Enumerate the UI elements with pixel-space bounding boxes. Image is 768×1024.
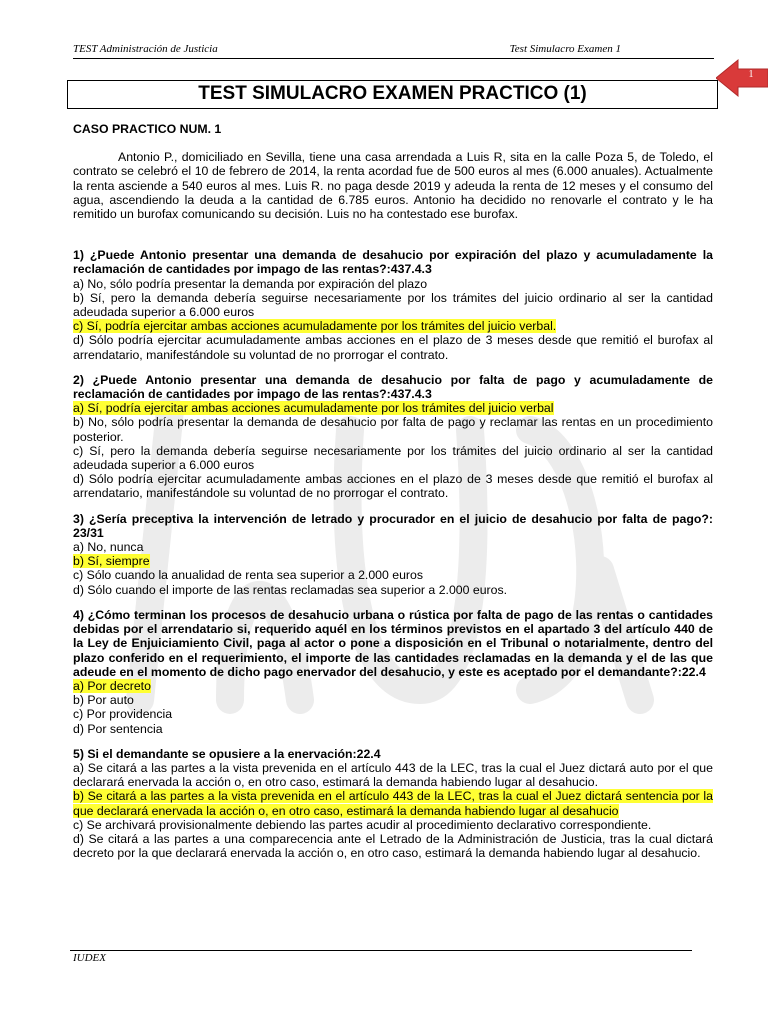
header-right: Test Simulacro Examen 1 [509,43,621,55]
question-text: 4) ¿Cómo terminan los procesos de desahucio urbana o rústica por falta de pago de las rentas o cantidades debidas por el arrendatario si, requerido aquél en los términos previstos en el apartado 3 del artículo 440 de la Ley de Enjuiciamiento Civil, paga al actor o pone a disposición en el Tribunal o notarialmente, dentro del plazo conferido en el requerimiento, el importe de las cantidades reclamadas en la demanda y el de las que adeude en el momento de dicho pago enervador del desahucio, y este es aceptado por el demandante?:22.4 [73,607,713,679]
question-1 [73,248,713,362]
question-4 [73,608,713,736]
answer-option: b) Sí, pero la demanda debería seguirse necesariamente por los trámites del juicio ordinario al ser la cantidad adeudada superior a 6.000 euros [73,290,713,320]
highlighted-answer: b) Sí, siempre [73,554,150,569]
answer-option: c) Se archivará provisionalmente debiendo las partes acudir al procedimiento declarativo correspondiente. [73,817,652,832]
case-title: CASO PRACTICO NUM. 1 [73,122,222,136]
question-text: 5) Si el demandante se opusiere a la enervación:22.4 [73,746,381,761]
question-text: 3) ¿Sería preceptiva la intervención de letrado y procurador en el juicio de desahucio por falta de pago?: 23/31 [73,511,713,540]
answer-option: d) Sólo podría ejercitar acumuladamente ambas acciones en el plazo de 3 meses desde que remitió el burofax al arrendatario, manifestándole su voluntad de no prorrogar el contrato. [73,333,713,362]
page-title: TEST SIMULACRO EXAMEN PRACTICO (1) [67,80,718,109]
answer-option: d) Se citará a las partes a una comparecencia ante el Letrado de la Administración de Justicia, tras la cual dictará decreto por la que declarará enervada la acción o, en otro caso, estimará la demanda habiendo lugar al desahucio. [73,831,713,861]
page-number-tab [716,58,768,102]
answer-option [73,319,713,333]
answer-option [73,401,713,415]
question-list [73,248,713,860]
highlighted-answer: b) Se citará a las partes a la vista prevenida en el artículo 443 de la LEC, tras la cual el Juez dictará sentencia por la que declarará enervada la acción o, en otro caso, estimará la demanda habiendo lugar al desahucio [73,789,713,818]
answer-option: c) Por providencia [73,707,173,722]
footer-label: IUDEX [73,952,106,964]
header-left: TEST Administración de Justicia [73,43,218,55]
answer-option: a) No, sólo podría presentar la demanda por expiración del plazo [73,276,428,291]
question-text: 2) ¿Puede Antonio presentar una demanda de desahucio por falta de pago y acumuladamente de reclamación de cantidades por impago de las rentas?:437.4.3 [73,372,713,402]
question-text: 1) ¿Puede Antonio presentar una demanda de desahucio por expiración del plazo y acumuladamente la reclamación de cantidades por impago de las rentas?:437.4.3 [73,248,713,277]
question-2 [73,373,713,501]
answer-option [73,554,713,568]
highlighted-answer: a) Por decreto [73,678,151,693]
footer-divider [70,950,692,951]
answer-option: b) Por auto [73,693,134,708]
answer-option: c) Sólo cuando la anualidad de renta sea superior a 2.000 euros [73,568,424,583]
case-text: Antonio P., domiciliado en Sevilla, tiene una casa arrendada a Luis R, sita en la calle Poza 5, de Toledo, el contrato se celebró el 10 de febrero de 2014, la renta acordad fue de 500 euros al mes (6.000 anuales). Actualmente la renta asciende a 540 euros al mes. Luis R. no paga desde 2019 y adeuda la renta de 12 meses y el consumo del agua, ascendiendo la deuda a la cantidad de 6.785 euros. Antonio ha decidido no renovarle el contrato y le ha remitido un burofax comunicando su decisión. Luis no ha contestado ese burofax. [73,150,713,222]
page-number: 1 [748,69,754,80]
answer-option [73,789,713,817]
answer-option: d) Por sentencia [73,721,163,736]
answer-option: a) No, nunca [73,540,144,555]
page-header [73,43,713,57]
question-3 [73,512,713,597]
answer-option: c) Sí, pero la demanda debería seguirse necesariamente por los trámites del juicio ordinario al ser la cantidad adeudada superior a 6.000 euros [73,443,713,473]
answer-option: a) Se citará a las partes a la vista prevenida en el artículo 443 de la LEC, tras la cual el Juez dictará auto por el que declarará enervada la acción o, en otro caso, estimará la demanda habiendo lugar al desahucio. [73,760,713,790]
highlighted-answer: a) Sí, podría ejercitar ambas acciones acumuladamente por los trámites del juicio verbal [73,401,554,416]
answer-option: d) Sólo podría ejercitar acumuladamente ambas acciones en el plazo de 3 meses desde que remitió el burofax al arrendatario, manifestándole su voluntad de no prorrogar el contrato. [73,472,713,501]
highlighted-answer: c) Sí, podría ejercitar ambas acciones acumuladamente por los trámites del juicio verbal. [73,319,557,334]
header-divider [73,58,714,59]
answer-option: d) Sólo cuando el importe de las rentas reclamadas sea superior a 2.000 euros. [73,582,508,597]
question-5 [73,747,713,861]
answer-option: b) No, sólo podría presentar la demanda de desahucio por falta de pago y reclamar las rentas en un procedimiento posterior. [73,415,713,444]
answer-option [73,679,713,693]
document-body [73,122,713,871]
